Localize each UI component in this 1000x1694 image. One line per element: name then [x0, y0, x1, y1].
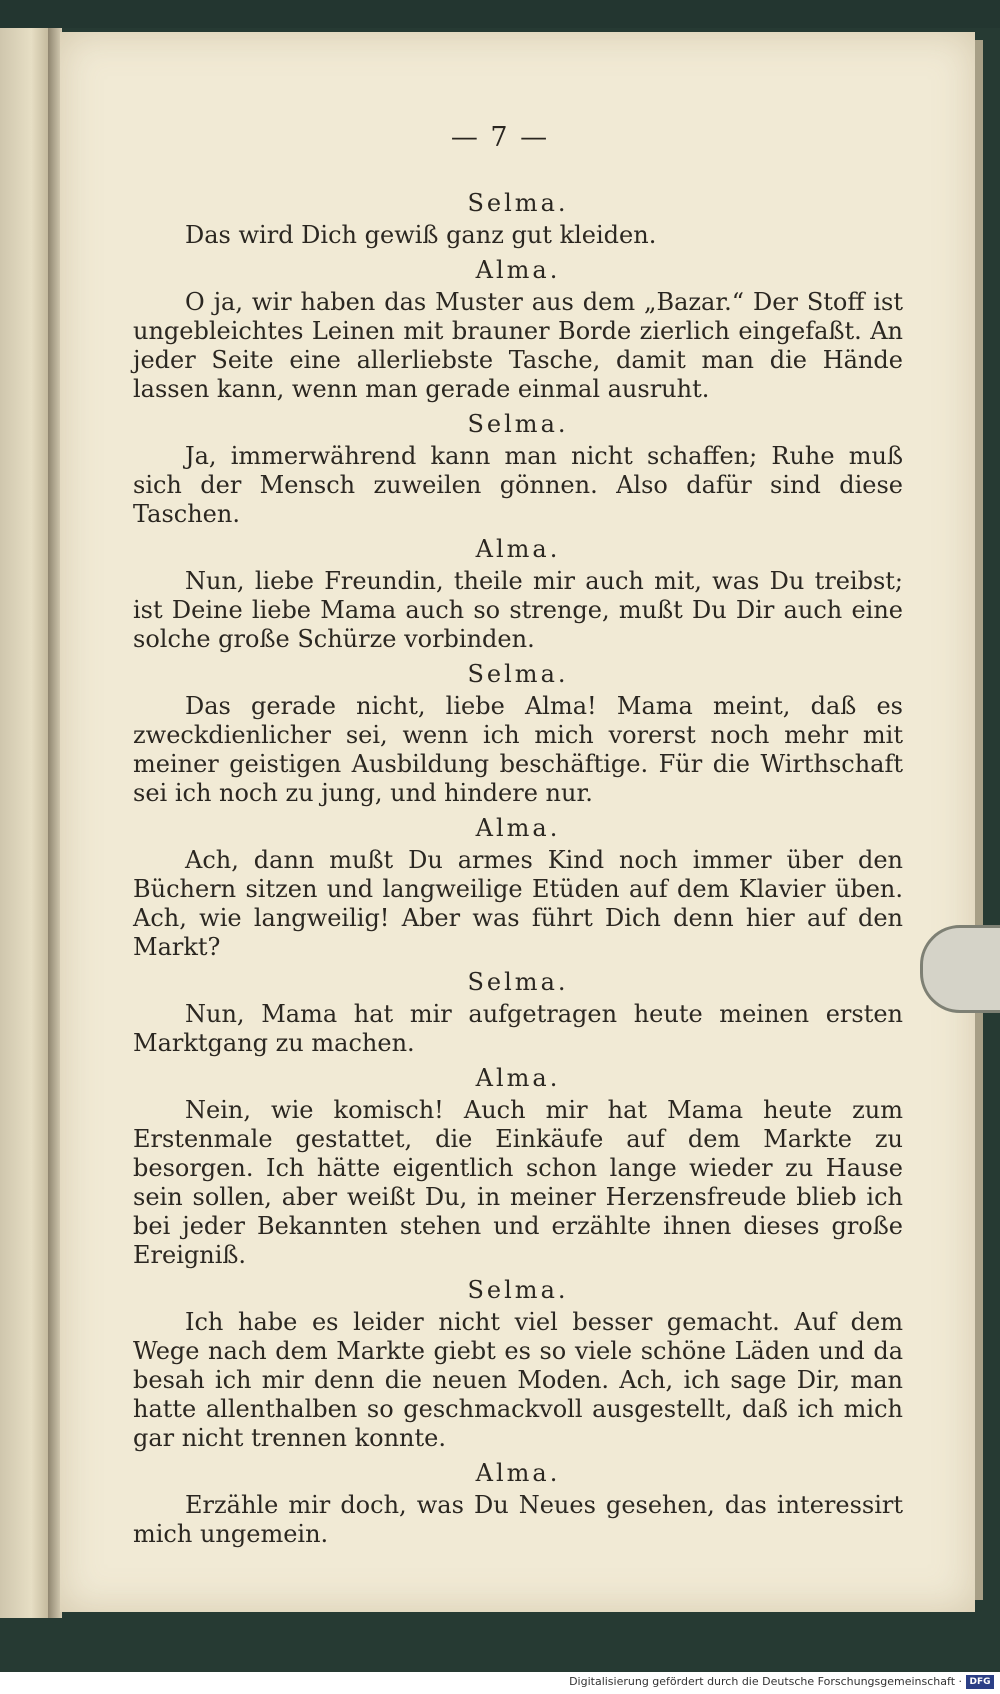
dfg-logo: DFG — [966, 1675, 994, 1689]
speech-text: O ja, wir haben das Muster aus dem „Bazar.“ Der Stoff ist ungebleichtes Leinen mit brauner Borde zierlich eingefaßt. An jeder Seite eine allerliebste Tasche, damit man die Hände lassen kann, wenn man gerade einmal ausruht. — [133, 288, 903, 403]
page-edge — [975, 40, 983, 1600]
speaker-name: Selma. — [467, 410, 569, 438]
dialogue-entry — [133, 660, 903, 808]
speech-text: Nein, wie komisch! Auch mir hat Mama heute zum Erstenmale gestattet, die Einkäufe auf dem Markte zu besorgen. Ich hätte eigentlich schon lange wieder zu Hause sein sollen, aber weißt Du, in meiner Herzensfreude blieb ich bei jeder Bekannten stehen und erzählte ihnen dieses große Ereigniß. — [133, 1096, 903, 1269]
scan-background — [0, 0, 1000, 28]
speech-text: Das gerade nicht, liebe Alma! Mama meint, daß es zweckdienlicher sei, wenn ich mich vorerst noch mehr mit meiner geistigen Ausbildung beschäftige. Für die Wirthschaft sei ich noch zu jung, und hindere nur. — [133, 692, 903, 807]
speech-text: Erzähle mir doch, was Du Neues gesehen, das interessirt mich ungemein. — [133, 1491, 903, 1548]
scanner-clip — [920, 925, 1000, 1013]
speaker-name: Alma. — [475, 1459, 561, 1487]
dialogue-entry — [133, 1064, 903, 1270]
speaker-name: Selma. — [467, 968, 569, 996]
dialogue-entry — [133, 535, 903, 654]
speech-text: Nun, liebe Freundin, theile mir auch mit, was Du treibst; ist Deine liebe Mama auch so strenge, mußt Du Dir auch eine solche große Schürze vorbinden. — [133, 567, 903, 653]
speaker-name: Selma. — [467, 660, 569, 688]
speaker-name: Selma. — [467, 189, 569, 217]
dialogue-entry — [133, 1276, 903, 1453]
speech-text: Ach, dann mußt Du armes Kind noch immer über den Büchern sitzen und langweilige Etüden auf dem Klavier üben. Ach, wie langweilig! Aber was führt Dich denn hier auf den Markt? — [133, 846, 903, 961]
speaker-name: Alma. — [475, 535, 561, 563]
page-number: — 7 — — [450, 122, 550, 153]
speech-text: Nun, Mama hat mir aufgetragen heute meinen ersten Marktgang zu machen. — [133, 1000, 903, 1057]
footer-bar — [0, 1672, 1000, 1694]
speaker-name: Alma. — [475, 1064, 561, 1092]
speech-text: Ich habe es leider nicht viel besser gemacht. Auf dem Wege nach dem Markte giebt es so viele schöne Läden und da besah ich mir denn die neuen Moden. Ach, ich sage Dir, man hatte allenthalben so geschmackvoll ausgestellt, daß ich mich gar nicht trennen konnte. — [133, 1308, 903, 1452]
speech-text: Das wird Dich gewiß ganz gut kleiden. — [185, 221, 657, 249]
speaker-name: Alma. — [475, 814, 561, 842]
dialogue-entry — [133, 814, 903, 962]
dialogue-entry — [133, 189, 903, 250]
speaker-name: Alma. — [475, 256, 561, 284]
funding-credit: Digitalisierung gefördert durch die Deutsche Forschungsgemeinschaft · — [569, 1675, 962, 1688]
facing-page-edge — [0, 28, 52, 1618]
speech-text: Ja, immerwährend kann man nicht schaffen; Ruhe muß sich der Mensch zuweilen gönnen. Also dafür sind diese Taschen. — [133, 442, 903, 528]
dialogue-entry — [133, 968, 903, 1058]
speaker-name: Selma. — [467, 1276, 569, 1304]
dialogue-text — [133, 183, 903, 1549]
dialogue-entry — [133, 1459, 903, 1549]
dialogue-entry — [133, 256, 903, 404]
dialogue-entry — [133, 410, 903, 529]
